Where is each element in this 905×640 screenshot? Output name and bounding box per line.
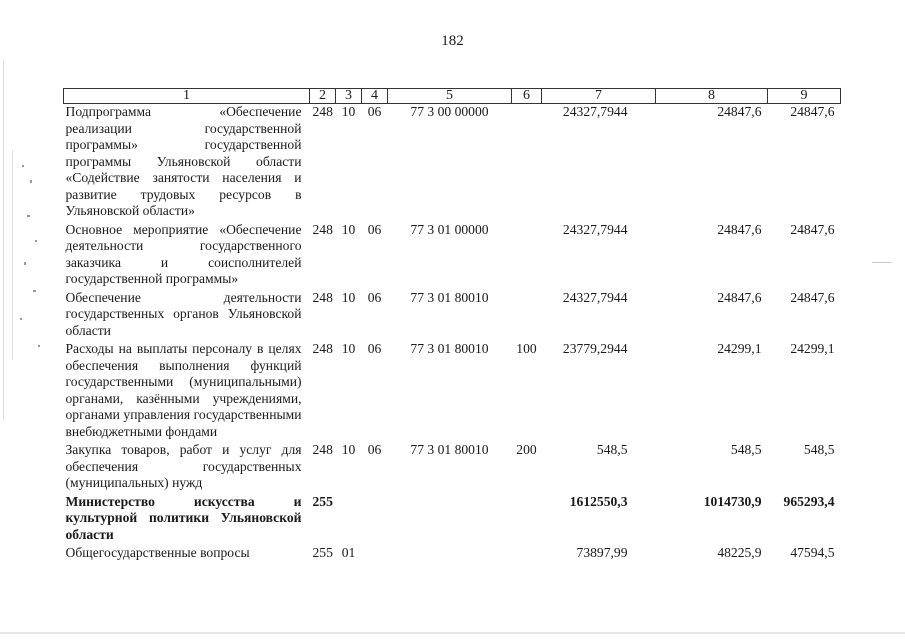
cell-section: 10: [341, 289, 356, 305]
cell-ministry: 248: [312, 442, 333, 457]
row-name: Основное мероприятие «Обеспечение деятельности государственного заказчика и соисполнителей государственной программы»: [65, 221, 302, 286]
header-col-2: 2: [310, 89, 336, 104]
cell-section: 10: [341, 442, 356, 457]
scan-noise: [3, 60, 4, 420]
cell-amount-7: 548,5: [596, 442, 628, 457]
cell-section: 01: [341, 545, 356, 560]
cell-expense-type: [512, 288, 542, 340]
table-row: [64, 492, 841, 544]
header-col-1: 1: [64, 89, 310, 104]
cell-amount-9: 24847,6: [790, 104, 835, 119]
header-col-6: 6: [512, 89, 542, 104]
table-header-row: [64, 89, 841, 104]
cell-amount-7: 24327,7944: [562, 221, 628, 237]
cell-expense-type: [512, 220, 542, 288]
header-col-8: 8: [656, 89, 768, 104]
cell-subsection: [362, 492, 388, 544]
cell-amount-9: 24847,6: [790, 221, 835, 237]
cell-expense-type: [512, 492, 542, 544]
header-col-4: 4: [362, 89, 388, 104]
cell-expense-type: 100: [516, 341, 537, 356]
cell-amount-9: 965293,4: [783, 493, 835, 509]
cell-section: 10: [341, 104, 356, 119]
cell-subsection: 06: [367, 104, 382, 119]
cell-expense-type: 200: [516, 442, 537, 457]
cell-amount-8: 24847,6: [717, 221, 762, 237]
cell-target-article: [388, 492, 512, 544]
cell-amount-8: 548,5: [730, 442, 762, 457]
scan-noise: [12, 150, 13, 360]
scan-noise: [35, 240, 37, 242]
cell-ministry: 248: [312, 289, 333, 305]
cell-target-article: 77 3 01 80010: [410, 341, 489, 356]
cell-section: [336, 492, 362, 544]
scan-noise: [30, 180, 32, 183]
cell-expense-type: [512, 104, 542, 220]
scan-noise: [24, 262, 26, 265]
cell-amount-8: 24847,6: [717, 289, 762, 305]
cell-amount-9: 548,5: [803, 442, 835, 457]
row-name: Министерство искусства и культурной политики Ульяновской области: [65, 493, 302, 542]
cell-section: 10: [341, 221, 356, 237]
scan-noise: [872, 262, 892, 263]
cell-expense-type: [512, 543, 542, 562]
cell-target-article: 77 3 00 00000: [410, 104, 489, 119]
table-row: [64, 220, 841, 288]
cell-amount-9: 47594,5: [790, 545, 835, 560]
cell-amount-8: 48225,9: [717, 545, 762, 560]
scan-noise: [27, 215, 30, 217]
scan-noise: [33, 290, 36, 292]
header-col-7: 7: [542, 89, 656, 104]
header-col-9: 9: [768, 89, 841, 104]
cell-ministry: 255: [312, 545, 333, 560]
table-row: [64, 288, 841, 340]
cell-amount-8: 24299,1: [717, 341, 762, 356]
cell-ministry: 248: [312, 104, 333, 119]
cell-target-article: 77 3 01 80010: [410, 442, 489, 457]
cell-ministry: 255: [312, 493, 333, 509]
cell-amount-7: 24327,7944: [562, 104, 628, 119]
table-row: [64, 543, 841, 562]
cell-subsection: 06: [367, 341, 382, 356]
header-col-5: 5: [388, 89, 512, 104]
table-row: [64, 440, 841, 492]
cell-amount-8: 24847,6: [717, 104, 762, 119]
cell-target-article: [388, 543, 512, 562]
cell-amount-8: 1014730,9: [703, 493, 762, 509]
table-row: [64, 104, 841, 220]
cell-subsection: 06: [367, 442, 382, 457]
row-name: Закупка товаров, работ и услуг для обеспечения государственных (муниципальных) нужд: [65, 442, 302, 490]
header-col-3: 3: [336, 89, 362, 104]
scan-noise: [20, 318, 22, 320]
cell-amount-7: 24327,7944: [562, 289, 628, 305]
row-name: Обеспечение деятельности государственных органов Ульяновской области: [65, 289, 302, 338]
cell-amount-7: 73897,99: [576, 545, 628, 560]
cell-target-article: 77 3 01 80010: [410, 289, 489, 305]
scan-noise: [38, 345, 40, 347]
cell-ministry: 248: [312, 221, 333, 237]
cell-section: 10: [341, 341, 356, 356]
budget-table: [63, 88, 841, 562]
cell-amount-9: 24847,6: [790, 289, 835, 305]
cell-amount-7: 23779,2944: [562, 341, 628, 356]
row-name: Расходы на выплаты персоналу в целях обеспечения выполнения функций государственными (муниципальными) органами, казёнными учреждениями, органами управления государственными внебюджетными фондами: [65, 341, 302, 439]
cell-amount-7: 1612550,3: [569, 493, 628, 509]
scan-noise: [22, 165, 24, 167]
cell-target-article: 77 3 01 00000: [410, 221, 489, 237]
cell-subsection: 06: [367, 289, 382, 305]
cell-subsection: [362, 543, 388, 562]
row-name: Подпрограмма «Обеспечение реализации государственной программы» государственной программы Ульяновской области «Содействие занятости населения и развитие трудовых ресурсов в Ульяновской области»: [65, 104, 302, 218]
scan-noise: [0, 632, 905, 634]
cell-subsection: 06: [367, 221, 382, 237]
page-number: 182: [441, 33, 464, 49]
row-name: Общегосударственные вопросы: [65, 545, 250, 560]
cell-ministry: 248: [312, 341, 333, 356]
cell-amount-9: 24299,1: [790, 341, 835, 356]
table-row: [64, 339, 841, 440]
